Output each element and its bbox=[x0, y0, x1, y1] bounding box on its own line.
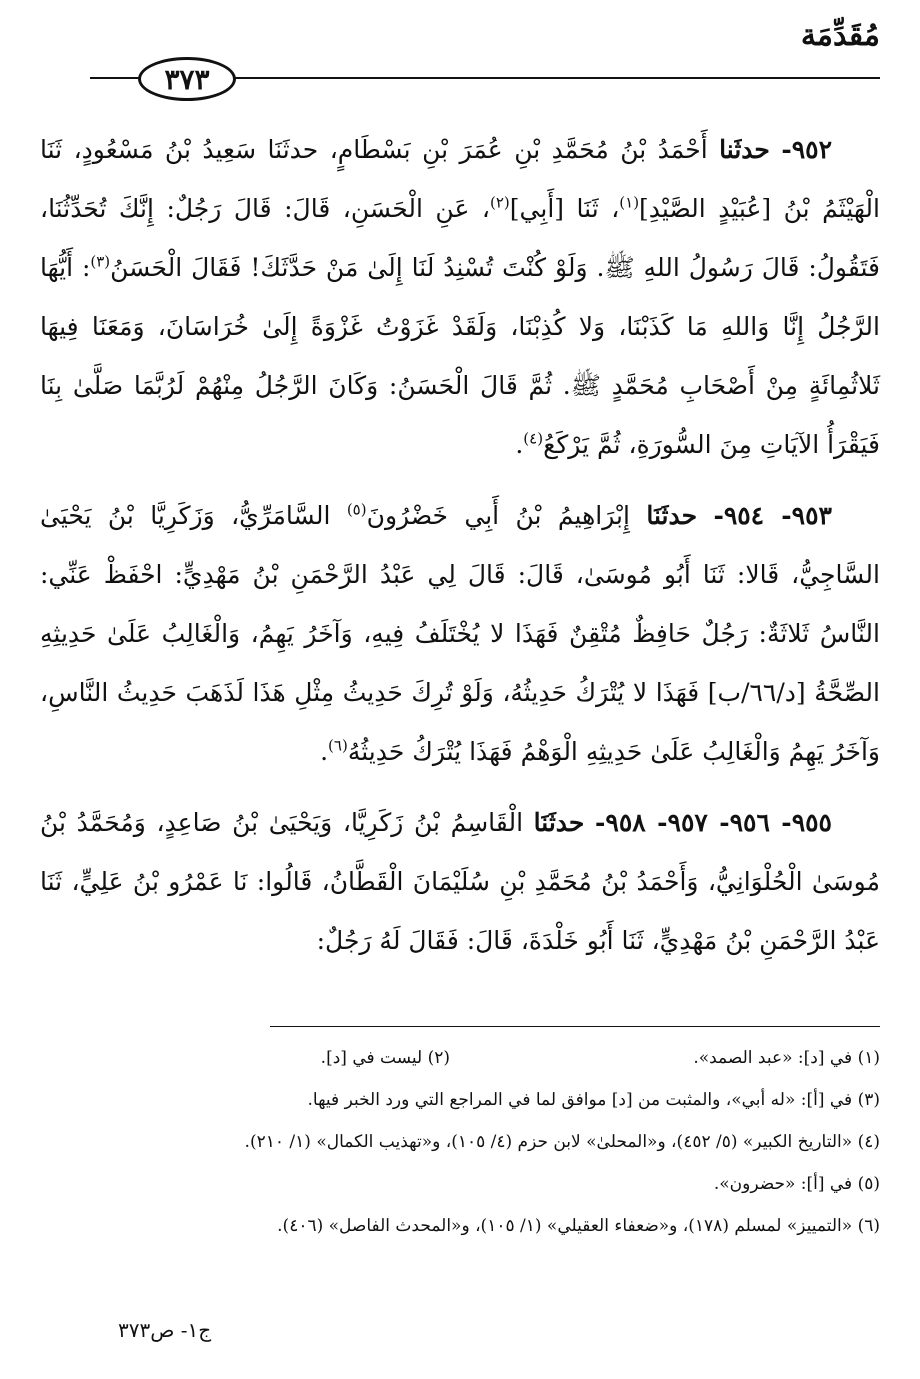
footnote-ref[interactable]: (١) bbox=[619, 193, 640, 212]
footnote-row bbox=[40, 1079, 880, 1121]
running-header-title: مُقَدِّمَة bbox=[800, 18, 880, 53]
footnote-separator bbox=[270, 1026, 880, 1027]
footnote-ref[interactable]: (٤) bbox=[523, 429, 544, 448]
footnote-1: (١) في [د]: «عبد الصمد». bbox=[693, 1048, 880, 1068]
footnote-row bbox=[40, 1163, 880, 1205]
hadith-text: إِبْرَاهِيمُ بْنُ أَبِي خَضْرُونَ bbox=[366, 501, 630, 530]
page-number-badge: ٣٧٣ bbox=[138, 57, 236, 101]
hadith-text: أَحْمَدُ بْنُ مُحَمَّدِ بْنِ عُمَرَ بْنِ بَسْطَامٍ، حدثَنَا سَعِيدُ بْنُ مَسْعُودٍ، ثَنَا الْهَيْثَمُ بْنُ [عُبَيْدٍ الصَّيْدِ] bbox=[40, 135, 880, 223]
hadith-text: . bbox=[320, 737, 329, 766]
footnote-4: (٤) «التاريخ الكبير» (٥/ ٤٥٢)، و«المحلىٰ» لابن حزم (٤/ ١٠٥)، و«تهذيب الكمال» (١/ ٢١٠). bbox=[244, 1132, 880, 1152]
footnote-6: (٦) «التمييز» لمسلم (١٧٨)، و«ضعفاء العقيلي» (١/ ١٠٥)، و«المحدث الفاصل» (٤٠٦). bbox=[277, 1216, 880, 1236]
hadith-text: السَّامَرِّيُّ، وَزَكَرِيَّا بْنُ يَحْيَىٰ السَّاجِيُّ، قَالا: ثَنَا أَبُو مُوسَىٰ، قَالَ: قَالَ لِي عَبْدُ الرَّحْمَنِ بْنُ مَهْدِيٍّ: احْفَظْ عَنِّي: النَّاسُ ثَلاثَةٌ: رَجُلٌ حَافِظٌ مُتْقِنٌ فَهَذَا لا يُخْتَلَفُ فِيهِ، وَآخَرُ يَهِمُ، وَالْغَالِبُ عَلَىٰ حَدِيثِهِ الصِّحَّةُ [د/٦٦/ب] فَهَذَا لا يُتْرَكُ حَدِيثُهُ، وَلَوْ تُرِكَ حَدِيثُ مِثْلِ هَذَا لَذَهَبَ حَدِيثُ النَّاسِ، وَآخَرُ يَهِمُ وَالْغَالِبُ عَلَىٰ حَدِيثِهِ الْوَهْمُ فَهَذَا يُتْرَكُ حَدِيثُهُ bbox=[40, 501, 880, 766]
hadith-number: ٩٥٣- ٩٥٤- bbox=[713, 501, 832, 530]
hadith-number: ٩٥٢- bbox=[781, 135, 833, 164]
hadith-paragraph-952 bbox=[40, 120, 880, 474]
main-text bbox=[40, 120, 880, 970]
narration-keyword: حدثَنا bbox=[719, 135, 770, 164]
hadith-number: ٩٥٥- ٩٥٦- ٩٥٧- ٩٥٨- bbox=[595, 808, 832, 837]
narration-keyword: حدثَنَا bbox=[646, 501, 698, 530]
footnote-ref[interactable]: (٣) bbox=[90, 252, 111, 271]
footnote-3: (٣) في [أ]: «له أبي»، والمثبت من [د] موافق لما في المراجع التي ورد الخبر فيها. bbox=[307, 1090, 880, 1110]
hadith-paragraph-953 bbox=[40, 486, 880, 781]
hadith-paragraph-955 bbox=[40, 793, 880, 970]
volume-page-label: ج١- ص٣٧٣ bbox=[118, 1318, 212, 1342]
footnote-2: (٢) ليست في [د]. bbox=[320, 1048, 450, 1068]
footnote-ref[interactable]: (٦) bbox=[328, 736, 348, 755]
hadith-text: ، ثَنَا [أَبِي] bbox=[509, 194, 620, 223]
footnote-row bbox=[40, 1037, 880, 1079]
footnote-ref[interactable]: (٥) bbox=[346, 500, 367, 519]
footnote-row bbox=[40, 1121, 880, 1163]
hadith-text: ، عَنِ الْحَسَنِ، قَالَ: قَالَ رَجُلٌ: إِنَّكَ تُحَدِّثُنَا، فَتَقُولُ: قَالَ رَسُولُ اللهِ ﷺ. وَلَوْ كُنْتَ تُسْنِدُ لَنَا إِلَىٰ مَنْ حَدَّثَكَ! فَقَالَ الْحَسَنُ bbox=[40, 194, 880, 282]
footnote-row bbox=[40, 1205, 880, 1247]
footnote-5: (٥) في [أ]: «حضرون». bbox=[713, 1174, 880, 1194]
footnotes bbox=[40, 1037, 880, 1247]
hadith-text: الْقَاسِمُ بْنُ زَكَرِيَّا، وَيَحْيَىٰ بْنُ صَاعِدٍ، وَمُحَمَّدُ بْنُ مُوسَىٰ الْحُلْوَانِيُّ، وَأَحْمَدُ بْنُ مُحَمَّدِ بْنِ سُلَيْمَانَ الْقَطَّانُ، قَالُوا: نَا عَمْرُو بْنُ عَلِيٍّ، ثَنَا عَبْدُ الرَّحْمَنِ بْنُ مَهْدِيٍّ، ثَنَا أَبُو خَلْدَةَ، قَالَ: فَقَالَ لَهُ رَجُلٌ: bbox=[40, 808, 880, 955]
footnote-ref[interactable]: (٢) bbox=[489, 193, 510, 212]
hadith-text: . bbox=[515, 430, 524, 459]
hadith-text: : أَيُّهَا الرَّجُلُ إِنَّا وَاللهِ مَا كَذَبْنَا، وَلا كُذِبْنَا، وَلَقَدْ غَزَوْتُ غَزْوَةً إِلَىٰ خُرَاسَانَ، وَمَعَنَا فِيهَا ثَلاثُمِائَةٍ مِنْ أَصْحَابِ مُحَمَّدٍ ﷺ. ثُمَّ قَالَ الْحَسَنُ: وَكَانَ الرَّجُلُ مِنْهُمْ لَرُبَّمَا صَلَّىٰ بِنَا فَيَقْرَأُ الآيَاتِ مِنَ السُّورَةِ، ثُمَّ يَرْكَعُ bbox=[40, 253, 880, 459]
narration-keyword: حدثَنَا bbox=[533, 808, 585, 837]
